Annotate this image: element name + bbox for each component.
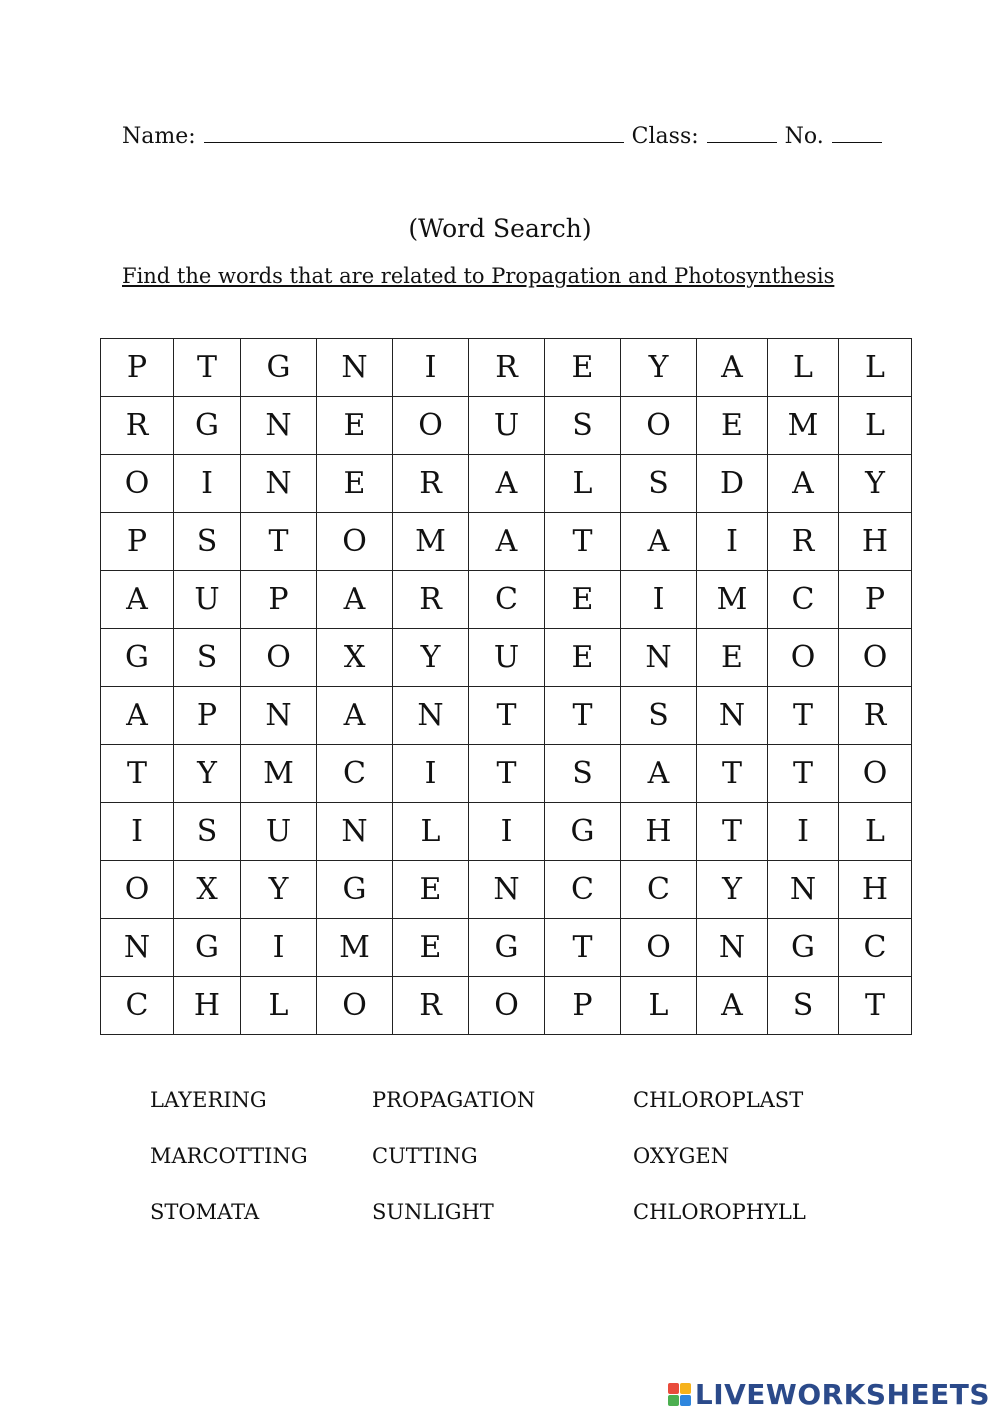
grid-row xyxy=(101,629,912,687)
brand-text: LIVEWORKSHEETS xyxy=(694,1378,990,1411)
grid-cell[interactable]: T xyxy=(697,745,768,803)
grid-cell[interactable]: N xyxy=(241,455,317,513)
page-title: (Word Search) xyxy=(408,214,592,243)
grid-cell[interactable]: M xyxy=(393,513,469,571)
grid-cell[interactable]: R xyxy=(768,513,839,571)
grid-row xyxy=(101,455,912,513)
grid-row xyxy=(101,745,912,803)
grid-cell[interactable]: L xyxy=(839,339,912,397)
grid-cell[interactable]: T xyxy=(469,687,545,745)
grid-cell[interactable]: Y xyxy=(174,745,241,803)
grid-cell[interactable]: S xyxy=(621,455,697,513)
grid-cell[interactable]: G xyxy=(101,629,174,687)
grid-cell[interactable]: N xyxy=(317,339,393,397)
grid-cell[interactable]: A xyxy=(317,571,393,629)
grid-cell[interactable]: G xyxy=(317,861,393,919)
name-field[interactable] xyxy=(204,122,624,143)
grid-cell[interactable]: I xyxy=(621,571,697,629)
grid-cell[interactable]: T xyxy=(768,687,839,745)
grid-cell[interactable]: I xyxy=(697,513,768,571)
grid-cell[interactable]: H xyxy=(839,513,912,571)
grid-cell[interactable]: L xyxy=(839,397,912,455)
grid-cell[interactable]: E xyxy=(317,455,393,513)
grid-cell[interactable]: T xyxy=(545,513,621,571)
grid-row xyxy=(101,803,912,861)
grid-cell[interactable]: G xyxy=(768,919,839,977)
grid-cell[interactable]: L xyxy=(241,977,317,1035)
grid-cell[interactable]: I xyxy=(101,803,174,861)
grid-cell[interactable]: U xyxy=(241,803,317,861)
grid-cell[interactable]: C xyxy=(317,745,393,803)
grid-cell[interactable]: Y xyxy=(697,861,768,919)
grid-cell[interactable]: P xyxy=(839,571,912,629)
grid-cell[interactable]: I xyxy=(469,803,545,861)
grid-cell[interactable]: G xyxy=(469,919,545,977)
grid-row xyxy=(101,397,912,455)
grid-cell[interactable]: Y xyxy=(839,455,912,513)
grid-row xyxy=(101,571,912,629)
word-item: LAYERING xyxy=(150,1088,267,1112)
name-label: Name: xyxy=(122,124,196,149)
grid-cell[interactable]: O xyxy=(241,629,317,687)
grid-cell[interactable]: C xyxy=(839,919,912,977)
grid-cell[interactable]: E xyxy=(545,339,621,397)
grid-cell[interactable]: T xyxy=(697,803,768,861)
grid-cell[interactable]: A xyxy=(469,513,545,571)
word-search-grid xyxy=(100,338,912,1035)
grid-cell[interactable]: O xyxy=(393,397,469,455)
grid-cell[interactable]: C xyxy=(101,977,174,1035)
grid-cell[interactable]: A xyxy=(469,455,545,513)
grid-cell[interactable]: L xyxy=(839,803,912,861)
brand-logo-icon xyxy=(668,1383,691,1406)
grid-cell[interactable]: N xyxy=(469,861,545,919)
grid-cell[interactable]: S xyxy=(768,977,839,1035)
grid-cell[interactable]: A xyxy=(101,687,174,745)
grid-cell[interactable]: T xyxy=(768,745,839,803)
grid-cell[interactable]: S xyxy=(174,513,241,571)
grid-cell[interactable]: O xyxy=(317,513,393,571)
grid-cell[interactable]: R xyxy=(469,339,545,397)
grid-cell[interactable]: T xyxy=(839,977,912,1035)
grid-cell[interactable]: M xyxy=(241,745,317,803)
grid-cell[interactable]: N xyxy=(101,919,174,977)
grid-cell[interactable]: E xyxy=(545,571,621,629)
grid-cell[interactable]: D xyxy=(697,455,768,513)
grid-row xyxy=(101,339,912,397)
grid-cell[interactable]: P xyxy=(174,687,241,745)
grid-cell[interactable]: N xyxy=(621,629,697,687)
grid-cell[interactable]: T xyxy=(545,687,621,745)
grid-cell[interactable]: S xyxy=(621,687,697,745)
grid-cell[interactable]: O xyxy=(621,919,697,977)
word-item: CHLOROPLAST xyxy=(633,1088,804,1112)
grid-cell[interactable]: X xyxy=(317,629,393,687)
grid-cell[interactable]: N xyxy=(393,687,469,745)
grid-row xyxy=(101,513,912,571)
grid-cell[interactable]: E xyxy=(697,397,768,455)
grid-cell[interactable]: E xyxy=(317,397,393,455)
grid-cell[interactable]: N xyxy=(241,397,317,455)
grid-cell[interactable]: I xyxy=(393,745,469,803)
grid-cell[interactable]: O xyxy=(839,745,912,803)
grid-cell[interactable]: S xyxy=(174,803,241,861)
grid-cell[interactable]: R xyxy=(101,397,174,455)
grid-cell[interactable]: R xyxy=(393,455,469,513)
class-label: Class: xyxy=(631,124,699,149)
grid-cell[interactable]: A xyxy=(317,687,393,745)
grid-cell[interactable]: P xyxy=(101,513,174,571)
grid-cell[interactable]: M xyxy=(317,919,393,977)
grid-cell[interactable]: T xyxy=(174,339,241,397)
logo-square xyxy=(668,1395,679,1406)
grid-cell[interactable]: U xyxy=(174,571,241,629)
grid-cell[interactable]: G xyxy=(174,919,241,977)
grid-cell[interactable]: T xyxy=(545,919,621,977)
grid-cell[interactable]: O xyxy=(469,977,545,1035)
grid-row xyxy=(101,977,912,1035)
class-field[interactable] xyxy=(707,122,777,143)
grid-cell[interactable]: O xyxy=(317,977,393,1035)
grid-cell[interactable]: C xyxy=(545,861,621,919)
grid-cell[interactable]: N xyxy=(317,803,393,861)
grid-cell[interactable]: N xyxy=(241,687,317,745)
grid-cell[interactable]: Y xyxy=(393,629,469,687)
grid-cell[interactable]: X xyxy=(174,861,241,919)
grid-cell[interactable]: E xyxy=(393,861,469,919)
grid-row xyxy=(101,919,912,977)
grid-cell[interactable]: G xyxy=(174,397,241,455)
grid-cell[interactable]: G xyxy=(545,803,621,861)
grid-cell[interactable]: A xyxy=(697,977,768,1035)
grid-cell[interactable]: I xyxy=(768,803,839,861)
grid-cell[interactable]: N xyxy=(768,861,839,919)
grid-cell[interactable]: E xyxy=(393,919,469,977)
grid-cell[interactable]: R xyxy=(393,571,469,629)
grid-cell[interactable]: C xyxy=(469,571,545,629)
grid-row xyxy=(101,687,912,745)
grid-cell[interactable]: N xyxy=(697,687,768,745)
grid-cell[interactable]: H xyxy=(174,977,241,1035)
grid-cell[interactable]: H xyxy=(839,861,912,919)
grid-cell[interactable]: O xyxy=(101,861,174,919)
grid-cell[interactable]: L xyxy=(621,977,697,1035)
word-item: STOMATA xyxy=(150,1200,260,1224)
word-item: CUTTING xyxy=(372,1144,478,1168)
no-field[interactable] xyxy=(832,122,882,143)
grid-cell[interactable]: C xyxy=(621,861,697,919)
grid-cell[interactable]: I xyxy=(174,455,241,513)
grid-cell[interactable]: A xyxy=(697,339,768,397)
no-label: No. xyxy=(784,124,824,149)
grid-cell[interactable]: G xyxy=(241,339,317,397)
logo-square xyxy=(680,1383,691,1394)
grid-cell[interactable]: L xyxy=(545,455,621,513)
instructions: Find the words that are related to Propagation and Photosynthesis xyxy=(122,264,835,288)
grid-cell[interactable]: U xyxy=(469,397,545,455)
grid-cell[interactable]: O xyxy=(621,397,697,455)
grid-cell[interactable]: A xyxy=(621,513,697,571)
grid-cell[interactable]: R xyxy=(839,687,912,745)
grid-cell[interactable]: M xyxy=(768,397,839,455)
grid-cell[interactable]: I xyxy=(241,919,317,977)
grid-cell[interactable]: A xyxy=(768,455,839,513)
logo-square xyxy=(668,1383,679,1394)
liveworksheets-logo xyxy=(668,1378,990,1411)
grid-cell[interactable]: T xyxy=(241,513,317,571)
grid-cell[interactable]: S xyxy=(545,397,621,455)
logo-square xyxy=(680,1395,691,1406)
grid-cell[interactable]: O xyxy=(101,455,174,513)
word-item: SUNLIGHT xyxy=(372,1200,494,1224)
word-item: OXYGEN xyxy=(633,1144,730,1168)
grid-cell[interactable]: O xyxy=(839,629,912,687)
grid-cell[interactable]: A xyxy=(621,745,697,803)
grid-row xyxy=(101,861,912,919)
grid-cell[interactable]: U xyxy=(469,629,545,687)
grid-cell[interactable]: P xyxy=(545,977,621,1035)
grid-cell[interactable]: T xyxy=(101,745,174,803)
student-info-header xyxy=(122,122,890,149)
grid-cell[interactable]: S xyxy=(174,629,241,687)
word-item: MARCOTTING xyxy=(150,1144,308,1168)
grid-cell[interactable]: L xyxy=(393,803,469,861)
grid-cell[interactable]: S xyxy=(545,745,621,803)
word-item: PROPAGATION xyxy=(372,1088,536,1112)
grid-cell[interactable]: C xyxy=(768,571,839,629)
grid-cell[interactable]: O xyxy=(768,629,839,687)
grid-cell[interactable]: R xyxy=(393,977,469,1035)
grid-cell[interactable]: T xyxy=(469,745,545,803)
grid-cell[interactable]: Y xyxy=(621,339,697,397)
grid-cell[interactable]: A xyxy=(101,571,174,629)
grid-cell[interactable]: P xyxy=(241,571,317,629)
grid-cell[interactable]: N xyxy=(697,919,768,977)
grid-cell[interactable]: I xyxy=(393,339,469,397)
grid-cell[interactable]: M xyxy=(697,571,768,629)
grid-cell[interactable]: L xyxy=(768,339,839,397)
grid-cell[interactable]: H xyxy=(621,803,697,861)
grid-cell[interactable]: Y xyxy=(241,861,317,919)
grid-cell[interactable]: E xyxy=(545,629,621,687)
grid-cell[interactable]: E xyxy=(697,629,768,687)
word-item: CHLOROPHYLL xyxy=(633,1200,806,1224)
grid-cell[interactable]: P xyxy=(101,339,174,397)
